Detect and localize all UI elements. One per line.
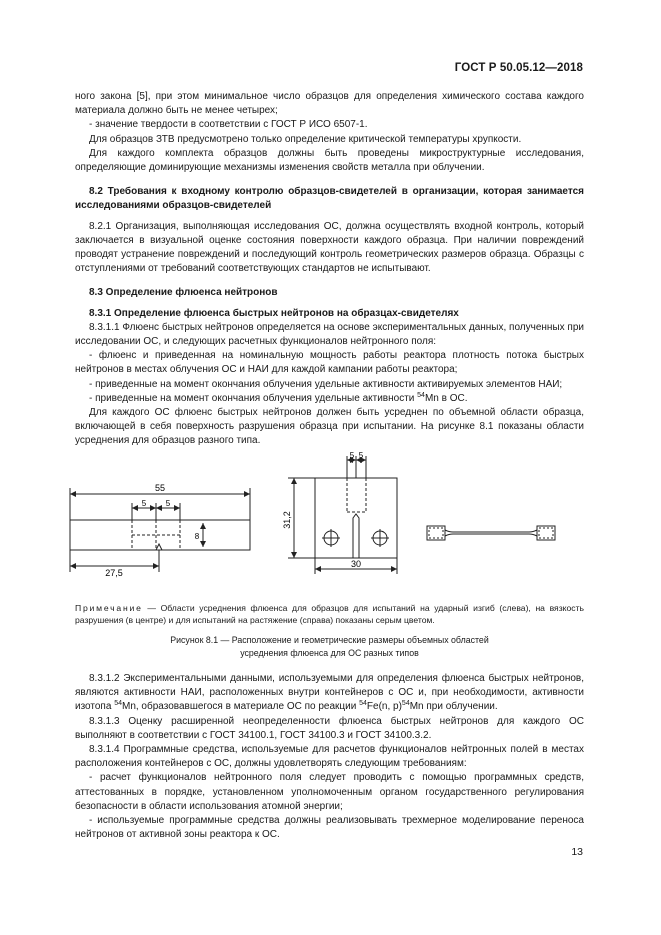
figure-caption (75, 634, 584, 659)
specimen-outline (315, 478, 397, 558)
superscript: 54 (359, 700, 367, 708)
dim-label: 31,2 (282, 511, 292, 529)
list-item: - используемые программные средства должны реализовывать трехмерное моделирование переноса нейтронов от активной зоны реактора к ОС. (75, 815, 584, 841)
note-label: Примечание (75, 603, 143, 613)
dim-label: 27,5 (105, 568, 123, 578)
dim-label: 55 (154, 483, 166, 493)
paragraph-8-3-1-2 (75, 672, 584, 715)
section-heading-8-2: 8.2 Требования к входному контролю образцов-свидетелей в организации, которая занимается исследованиями образцов-свидетелей (75, 186, 584, 212)
section-heading-8-3: 8.3 Определение флюенса нейтронов (89, 287, 278, 299)
page-number: 13 (571, 846, 583, 858)
figure-note (75, 602, 584, 626)
superscript: 54 (114, 700, 122, 708)
body-text-upper (75, 90, 584, 449)
dim-label: 8 (194, 532, 200, 541)
paragraph: Для образцов ЗТВ предусмотрено только определение критической температуры хрупкости. (89, 133, 522, 145)
paragraph: Для каждого комплекта образцов должны быть проведены микроструктурные исследования, определяющие доминирующие механизмы изменения свойств металла при облучении. (75, 147, 584, 174)
note-text: — Области усреднения флюенса для образцов для испытаний на ударный изгиб (слева), на вязкость разрушения (в центре) и для испытаний на растяжение (справа) показаны серым цветом. (75, 603, 584, 625)
paragraph-8-3-1-3: 8.3.1.3 Оценку расширенной неопределенности флюенса быстрых нейтронов для каждого ОС выполняют в соответствии с ГОСТ 34100.1, ГОСТ 34100.3 и ГОСТ 34100.3.2. (75, 715, 584, 741)
document-code-header: ГОСТ Р 50.05.12—2018 (454, 62, 583, 74)
paragraph-8-2-1: 8.2.1 Организация, выполняющая исследования ОС, должна осуществлять входной контроль, который заключается в визуальной оценке состояния поверхности каждого образца. При наличии повреждений проводят устранение повреждений и последующий контроль геометрических размеров образца. Образцы с отступлениями от требований соответствующих стандартов не испытывают. (75, 220, 584, 275)
body-text-lower (75, 672, 584, 842)
text-run: Mn в ОС. (424, 392, 468, 404)
dim-label: 5 (349, 451, 355, 460)
list-item: - приведенные на момент окончания облучения удельные активности активируемых элементов НАИ; (89, 378, 563, 390)
text-run: Fe(n, p) (366, 701, 402, 713)
fracture-toughness-specimen-drawing (288, 456, 397, 574)
paragraph: ного закона [5], при этом минимальное число образцов для определения химического состава каждого материала должно быть не менее четырех; (75, 91, 584, 117)
paragraph: Для каждого ОС флюенс быстрых нейтронов должен быть усреднен по объемной области образца, включающей в себя поверхность разрушения образца при испытании. На рисунке 8.1 показаны области усреднения для образцов разного типа. (75, 407, 584, 447)
list-item: - расчет функционалов нейтронного поля следует проводить с помощью программных средств, аттестованных в порядке, установленном уполномоченным органом государственного регулирования безопасности в области использования атомной энергии; (75, 772, 584, 812)
dim-label: 5 (165, 499, 171, 508)
text-run: - приведенные на момент окончания облучения удельные активности (89, 392, 418, 404)
list-item: - флюенс и приведенная на номинальную мощность работы реактора плотность потока быстрых нейтронов в местах облучения ОС и НАИ для каждой кампании работы реактора; (75, 350, 584, 376)
tensile-specimen-drawing (427, 526, 555, 540)
figure-drawing (60, 448, 600, 598)
paragraph-8-3-1-4: 8.3.1.4 Программные средства, используемые для расчетов функционалов нейтронных полей в местах расположения контейнеров с ОС, должны удовлетворять следующим требованиям: (75, 744, 584, 770)
text-run: Mn, образовавшегося в материале ОС по реакции (121, 701, 360, 713)
text-run: Mn при облучении. (409, 701, 498, 713)
dim-label: 30 (350, 559, 362, 569)
superscript: 54 (417, 391, 425, 399)
superscript: 54 (401, 700, 410, 708)
paragraph-8-3-1-1: 8.3.1.1 Флюенс быстрых нейтронов определяется на основе экспериментальных данных, полученных при исследовании ОС, и следующих расчетных функционалов нейтронного поля: (75, 321, 584, 348)
list-item: - значение твердости в соответствии с ГОСТ Р ИСО 6507-1. (89, 119, 368, 131)
caption-line: Рисунок 8.1 — Расположение и геометрические размеры объемных областей (170, 635, 489, 645)
dim-label: 5 (358, 451, 364, 460)
section-heading-8-3-1: 8.3.1 Определение флюенса быстрых нейтронов на образцах-свидетелях (89, 307, 459, 319)
list-item (75, 392, 584, 406)
figure-8-1 (60, 448, 600, 598)
impact-specimen-drawing (70, 488, 250, 572)
text-run: 8.3.1.2 Экспериментальными данными, используемыми для определения флюенса быстрых нейтронов, являются активности НАИ, расположенных внутри контейнеров с ОС и, при необходимости, активности изотопа (75, 673, 584, 713)
caption-line: усреднения флюенса для ОС разных типов (240, 647, 419, 658)
dim-label: 5 (141, 499, 147, 508)
